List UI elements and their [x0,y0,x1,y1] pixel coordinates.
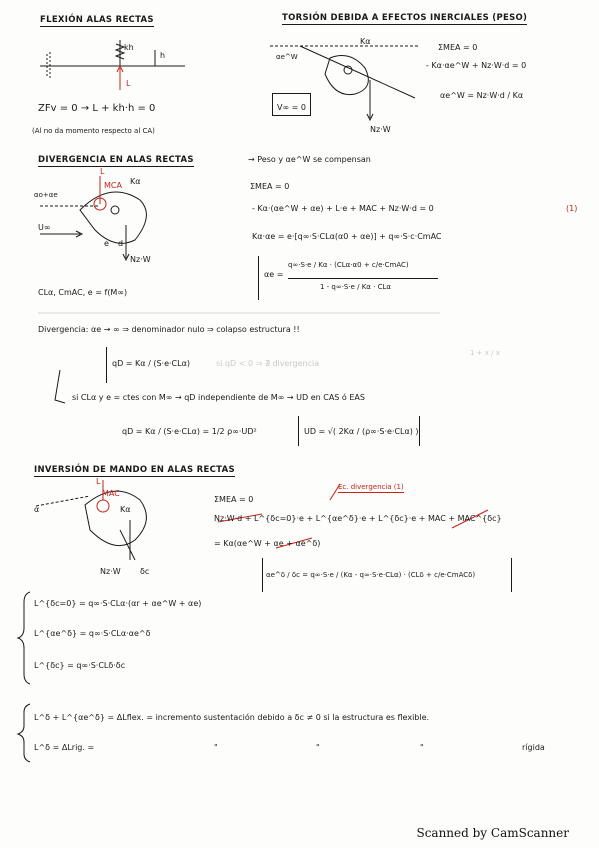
fig-label-l: L [100,167,105,176]
fig-label-weight: Nz·W [130,255,151,264]
fig-label-weight: Nz·W [370,125,391,134]
equation-moment-sum: ΣMEA = 0 [214,495,254,504]
divergence-statement: Divergencia: αe → ∞ ⇒ denominador nulo ⇒ colapso estructura !! [38,325,300,334]
equation-moment-sum: ΣMEA = 0 [438,43,478,52]
fig-label-weight: Nz·W [100,567,121,576]
section-title-inversion: INVERSIÓN DE MANDO EN ALAS RECTAS [34,465,235,475]
section-title-divergence: DIVERGENCIA EN ALAS RECTAS [38,155,194,165]
equation-tag: (1) [566,204,578,213]
boxed-v-zero [272,93,311,116]
fig-label-dc: δc [140,567,150,576]
ud-formula: UD = √( 2Kα / (ρ∞·S·e·CLα) ) [304,427,419,436]
equation-alpha-e: Kα·αe = e·[q∞·S·CLα(α0 + αe)] + q∞·S·c·CmAC [252,232,442,241]
system-eq-2: L^{αe^δ} = q∞·S·CLα·αe^δ [34,629,151,638]
note-weight: → Peso y αe^W se compensan [248,155,371,164]
bracket-arrow [55,370,65,403]
result-lhs: αe = [264,270,284,279]
scanner-watermark: Scanned by CamScanner [416,826,569,840]
wing-line [300,46,415,98]
airfoil-shape [85,491,146,546]
qd-note: si qD < 0 ⇒ ∄ divergencia [216,359,320,368]
inversion-result: αe^δ / δc = q∞·S·e / (Kα - q∞·S·e·CLα) · (CLδ + c/e·CmACδ) [266,571,476,579]
v-zero-text: V∞ = 0 [277,103,307,112]
equation-torsion: - Kα·αe^W + Nz·W·d = 0 [426,61,527,70]
fig-label-angle: αo+αe [34,191,58,199]
axis-line [36,496,90,506]
system-eq-3: L^{δc} = q∞·S·CLδ·δc [34,661,126,670]
fig-label-u: U∞ [38,223,51,232]
fig-label-d: d [118,239,124,248]
rigid-word: rígida [522,743,545,752]
airfoil-shape [325,56,368,95]
ditto-mark: " [316,743,320,752]
result-denominator: 1 - q∞·S·e / Kα · CLα [320,283,391,291]
section-title-torsion: TORSIÓN DEBIDA A EFECTOS INERCIALES (PESO) [282,13,528,23]
fig-label-alpha: αe^W [276,53,298,61]
equation-inversion: Nz·W·d + L^{δc=0}·e + L^{αe^δ}·e + L^{δc}·e + MAC + MAC^{δc} [214,514,502,523]
equation-alpha-w: αe^W = Nz·W·d / Kα [440,91,524,100]
fig-label-ka: Kα [130,177,141,186]
fig-label-l: L [96,477,101,486]
fig-label-h: h [160,51,166,60]
result-numerator: q∞·S·e / Kα · (CLα·α0 + c/e·CmAC) [288,261,409,269]
red-note: Ec. divergencia (1) [338,483,404,491]
equation-moment-sum: ΣMEA = 0 [250,182,290,191]
ea-point [111,206,119,214]
function-note: CLα, CmAC, e = f(M∞) [38,288,128,297]
section-title-flexion: FLEXIÓN ALAS RECTAS [40,15,154,25]
fig-label-mac: MAC [102,489,120,498]
qd-equality: qD = Kα / (S·e·CLα) = 1/2 ρ∞·UD² [122,427,257,436]
equation-flexion: ZFv = 0 → L + kh·h = 0 [38,103,156,114]
fig-label-alpha: α [34,505,40,514]
brace-left [18,704,30,762]
fig-label-e: e [104,239,109,248]
fig-label-mca: MCA [104,181,122,190]
fig-label-ka: Kα [360,37,371,46]
airfoil-shape [80,192,146,243]
ditto-mark: " [420,743,424,752]
equation-inversion-rhs: = Kα(αe^W + αe + αe^δ) [214,539,321,548]
fig-label-l: L [126,79,131,88]
condition-statement: si CLα y e = ctes con M∞ → qD independiente de M∞ → UD en CAS ó EAS [72,393,365,402]
note-flexion: (Al no da momento respecto al CA) [32,127,155,135]
equation-divergence: - Kα·(αe^W + αe) + L·e + MAC + Nz·W·d = 0 [252,204,434,213]
qd-box [106,347,107,383]
fraction-bar [288,278,438,279]
qd-formula: qD = Kα / (S·e·CLα) [112,359,190,368]
flexible-statement: L^δ + L^{αe^δ} = ΔLflex. = incremento sustentación debido a δc ≠ 0 si la estructura es flexible. [34,713,430,722]
brace-left [18,592,30,684]
system-eq-1: L^{δc=0} = q∞·S·CLα·(αr + αe^W + αe) [34,599,202,608]
ca-point [97,500,109,512]
fig-label-ka: Kα [120,505,131,514]
side-note: 1 + x / x [470,349,500,357]
ditto-mark: " [214,743,218,752]
rigid-statement: L^δ = ΔLrig. = [34,743,95,752]
fig-label-kh: kh [124,43,134,52]
